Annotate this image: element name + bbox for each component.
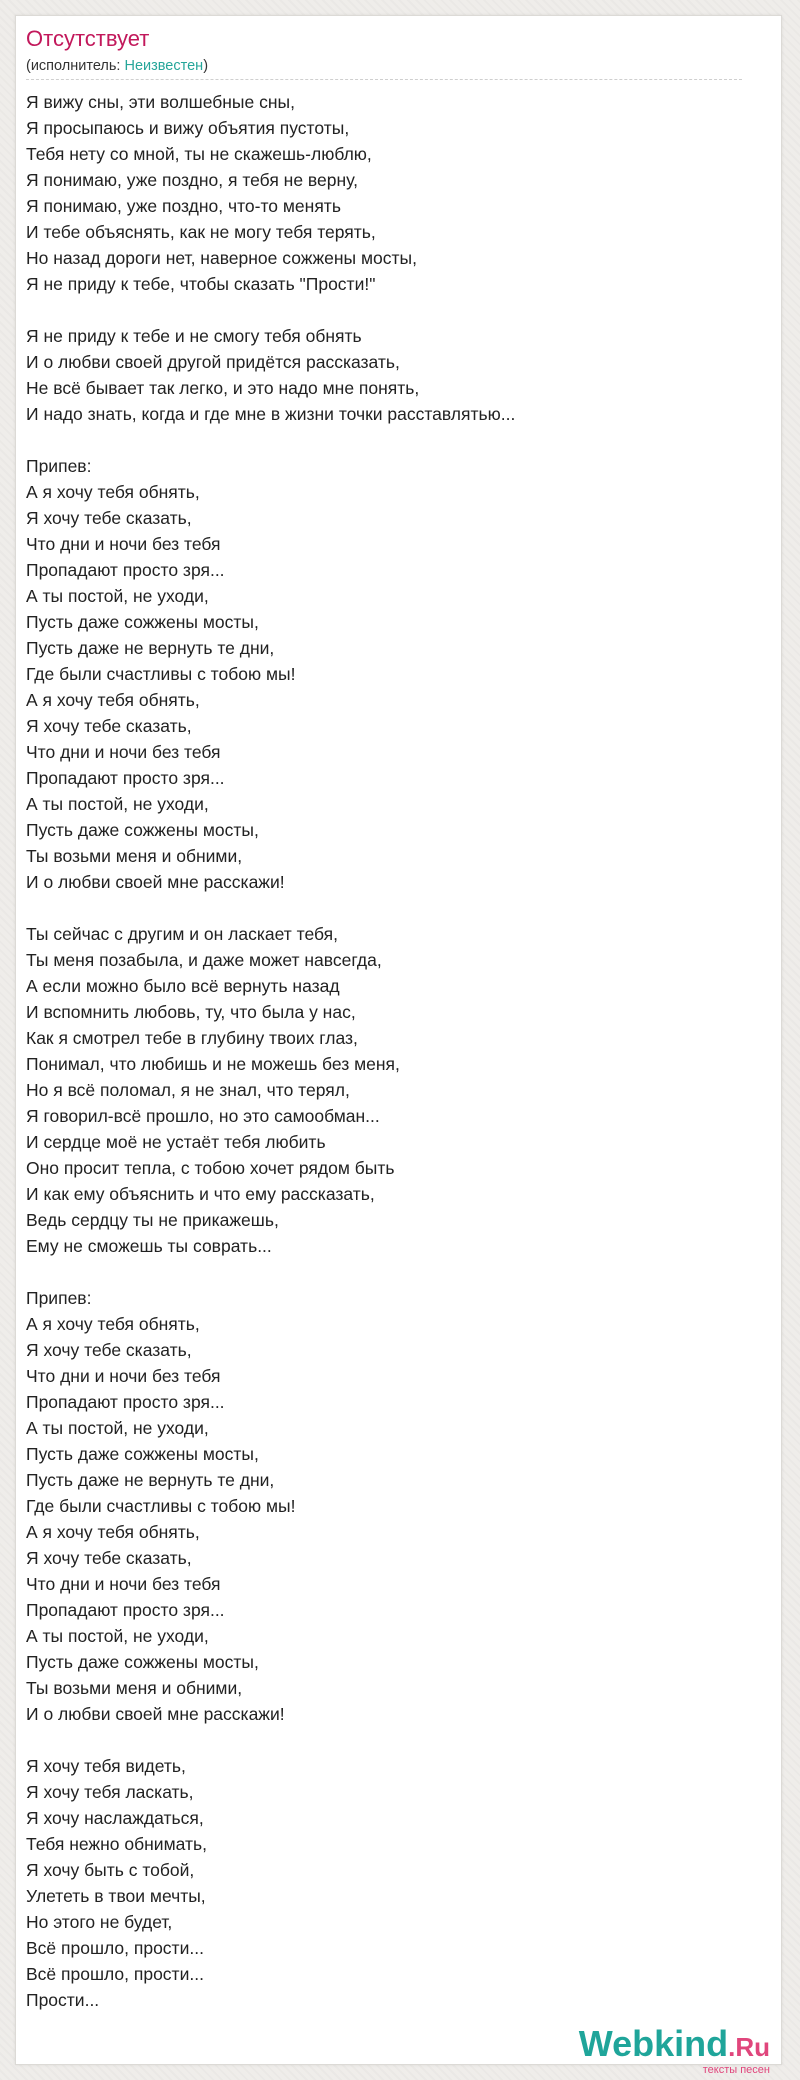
lyric-line: Ты меня позабыла, и даже может навсегда, <box>26 950 382 970</box>
lyric-line: А ты постой, не уходи, <box>26 794 209 814</box>
lyric-line: Что дни и ночи без тебя <box>26 534 221 554</box>
artist-prefix: (исполнитель: <box>26 58 125 74</box>
header-divider <box>26 79 742 80</box>
lyric-line: Тебя нету со мной, ты не скажешь-люблю, <box>26 144 372 164</box>
lyric-line: Ты возьми меня и обними, <box>26 846 243 866</box>
lyric-line: И о любви своей другой придётся рассказать, <box>26 352 400 372</box>
lyric-line: Я хочу тебе сказать, <box>26 1340 192 1360</box>
lyric-line: Я вижу сны, эти волшебные сны, <box>26 92 295 112</box>
lyric-line: Я хочу тебе сказать, <box>26 1548 192 1568</box>
lyric-line: Тебя нежно обнимать, <box>26 1834 207 1854</box>
lyric-line: Припев: <box>26 456 92 476</box>
lyric-line: Пусть даже сожжены мосты, <box>26 1652 259 1672</box>
lyric-line: Я просыпаюсь и вижу объятия пустоты, <box>26 118 350 138</box>
lyric-line: Оно просит тепла, с тобою хочет рядом быть <box>26 1158 395 1178</box>
lyric-line: Я не приду к тебе и не смогу тебя обнять <box>26 326 362 346</box>
lyric-line: А я хочу тебя обнять, <box>26 1314 200 1334</box>
lyric-line: А ты постой, не уходи, <box>26 1418 209 1438</box>
lyric-line: И надо знать, когда и где мне в жизни точки расставлятью... <box>26 404 516 424</box>
lyric-line: Пусть даже сожжены мосты, <box>26 820 259 840</box>
lyric-line: Но этого не будет, <box>26 1912 173 1932</box>
lyric-line: Как я смотрел тебе в глубину твоих глаз, <box>26 1028 358 1048</box>
lyric-line: И о любви своей мне расскажи! <box>26 1704 285 1724</box>
lyric-line: Ведь сердцу ты не прикажешь, <box>26 1210 279 1230</box>
lyric-line: Пусть даже не вернуть те дни, <box>26 1470 275 1490</box>
lyric-line: Улететь в твои мечты, <box>26 1886 206 1906</box>
lyric-line: Пропадают просто зря... <box>26 1392 225 1412</box>
lyric-line: Я понимаю, уже поздно, что-то менять <box>26 196 341 216</box>
lyric-line: Я говорил-всё прошло, но это самообман... <box>26 1106 380 1126</box>
lyric-line: Я понимаю, уже поздно, я тебя не верну, <box>26 170 359 190</box>
lyrics-body <box>26 89 746 2013</box>
lyric-line: Пусть даже сожжены мосты, <box>26 1444 259 1464</box>
lyric-line: И как ему объяснить и что ему рассказать, <box>26 1184 375 1204</box>
artist-suffix: ) <box>203 58 209 74</box>
lyric-line: И тебе объяснять, как не могу тебя терять, <box>26 222 376 242</box>
lyric-line: А я хочу тебя обнять, <box>26 690 200 710</box>
lyric-line: Что дни и ночи без тебя <box>26 1366 221 1386</box>
stanza-break <box>26 1259 746 1285</box>
lyric-line: Всё прошло, прости... <box>26 1964 204 1984</box>
lyric-line: А я хочу тебя обнять, <box>26 1522 200 1542</box>
logo-brand-main: Webkind <box>578 2023 729 2064</box>
lyric-line: Пропадают просто зря... <box>26 560 225 580</box>
lyric-line: Я хочу тебе сказать, <box>26 716 192 736</box>
lyric-line: А я хочу тебя обнять, <box>26 482 200 502</box>
lyric-line: Что дни и ночи без тебя <box>26 742 221 762</box>
artist-line <box>26 58 208 75</box>
lyric-line: Пусть даже не вернуть те дни, <box>26 638 275 658</box>
lyric-line: Я не приду к тебе, чтобы сказать "Прости!" <box>26 274 376 294</box>
lyric-line: Я хочу тебя ласкать, <box>26 1782 194 1802</box>
lyric-line: А ты постой, не уходи, <box>26 1626 209 1646</box>
lyric-line: Я хочу наслаждаться, <box>26 1808 204 1828</box>
lyric-line: Что дни и ночи без тебя <box>26 1574 221 1594</box>
lyric-line: И сердце моё не устаёт тебя любить <box>26 1132 326 1152</box>
lyric-line: Ты сейчас с другим и он ласкает тебя, <box>26 924 338 944</box>
lyric-line: Но назад дороги нет, наверное сожжены мосты, <box>26 248 417 268</box>
lyric-line: Где были счастливы с тобою мы! <box>26 664 296 684</box>
lyric-line: Я хочу тебя видеть, <box>26 1756 186 1776</box>
lyric-line: А если можно было всё вернуть назад <box>26 976 340 996</box>
lyric-line: И о любви своей мне расскажи! <box>26 872 285 892</box>
lyric-line: Пропадают просто зря... <box>26 768 225 788</box>
webkind-logo[interactable] <box>578 2023 770 2076</box>
logo-tagline: тексты песен <box>702 2064 770 2076</box>
song-title: Отсутствует <box>26 26 150 51</box>
lyric-line: Я хочу тебе сказать, <box>26 508 192 528</box>
lyric-line: И вспомнить любовь, ту, что была у нас, <box>26 1002 356 1022</box>
lyric-line: Всё прошло, прости... <box>26 1938 204 1958</box>
lyric-line: Я хочу быть с тобой, <box>26 1860 195 1880</box>
lyric-line: Прости... <box>26 1990 100 2010</box>
logo-brand-tld: .Ru <box>728 2032 770 2062</box>
lyric-line: Но я всё поломал, я не знал, что терял, <box>26 1080 350 1100</box>
lyric-line: Пусть даже сожжены мосты, <box>26 612 259 632</box>
lyric-line: А ты постой, не уходи, <box>26 586 209 606</box>
lyric-line: Ему не сможешь ты соврать... <box>26 1236 272 1256</box>
lyric-line: Пропадают просто зря... <box>26 1600 225 1620</box>
stanza-break <box>26 1727 746 1753</box>
lyric-line: Где были счастливы с тобою мы! <box>26 1496 296 1516</box>
stanza-break <box>26 427 746 453</box>
stanza-break <box>26 895 746 921</box>
artist-link[interactable]: Неизвестен <box>124 58 204 74</box>
lyric-line: Ты возьми меня и обними, <box>26 1678 243 1698</box>
lyric-line: Понимал, что любишь и не можешь без меня, <box>26 1054 400 1074</box>
stanza-break <box>26 297 746 323</box>
lyric-line: Припев: <box>26 1288 92 1308</box>
lyric-line: Не всё бывает так легко, и это надо мне понять, <box>26 378 420 398</box>
